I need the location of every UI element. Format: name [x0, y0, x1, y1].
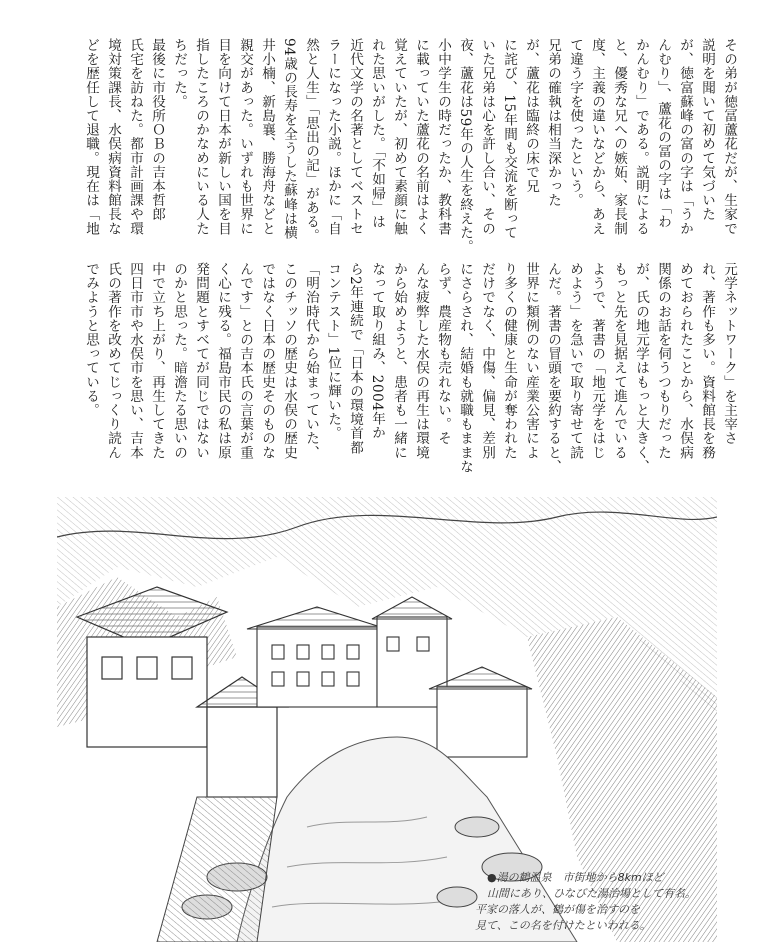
text-column: ではなく日本の歴史そのものな	[259, 262, 275, 460]
text-column: コンテスト」1位に輝いた。	[325, 262, 341, 441]
text-column: 近代文学の名著としてベストセ	[347, 38, 363, 236]
text-column: だけでなく、中傷、偏見、差別	[479, 262, 495, 460]
text-column: 氏宅を訪ねた。都市計画課や環	[127, 38, 143, 236]
text-column: 親交があった。いずれも世界に	[237, 38, 253, 236]
text-column: んな疲弊した水俣の再生は環境	[413, 262, 429, 460]
text-column: んです」との吉本氏の言葉が重	[237, 262, 253, 460]
text-column: が、氏の地元学はもっと大きく、	[633, 262, 649, 474]
text-column: かんむり」である。説明による	[633, 38, 649, 236]
text-column: が、蘆花は臨終の床で兄	[523, 38, 539, 194]
text-column: めよう」を急いで取り寄せて読	[567, 262, 583, 460]
text-column: 覚えていたが、初めて素顔に触	[391, 38, 407, 236]
text-column: もっと先を見据えて進んでいる	[611, 262, 627, 460]
illustration-onsen-sketch	[57, 497, 717, 942]
text-column: んだ。著書の冒頭を要約すると、	[545, 262, 561, 474]
text-column: 中で立ち上がり、再生してきた	[149, 262, 165, 460]
text-column: 発問題とすべてが同じではない	[193, 262, 209, 460]
text-column: いた兄弟は心を許し合い、その	[479, 38, 495, 236]
text-column: ようで、著書の「地元学をはじ	[589, 262, 605, 460]
upper-columns	[24, 38, 740, 256]
text-column: 四日市市や水俣市を思い、吉本	[127, 262, 143, 460]
caption-line-4: 見て、この名を付けたといわれる。	[475, 919, 651, 932]
text-column: り多くの健康と生命が奪われた	[501, 262, 517, 460]
text-column: 指したころのかなめにいる人た	[193, 38, 209, 236]
text-column: のかと思った。暗澹たる思いの	[171, 262, 187, 460]
text-column: このチッソの歴史は水俣の歴史	[281, 262, 297, 460]
text-column: 説明を聞いて初めて気づいた	[699, 38, 715, 222]
text-column: 目を向けて日本が新しい国を目	[215, 38, 231, 236]
text-column: から始めようと、患者も一緒に	[391, 262, 407, 460]
text-column: どを歴任して退職。現在は「地	[83, 38, 99, 236]
text-column: に載っていた蘆花の名前はよく	[413, 38, 429, 236]
text-column: れた思いがした。「不如帰」は	[369, 38, 385, 229]
text-column: 元学ネットワーク」を主宰さ	[721, 262, 737, 446]
text-column: が、徳富蘇峰の富の字は「うか	[677, 38, 693, 236]
text-column: ら2年連続で「日本の環境首都	[347, 262, 363, 455]
text-column: なって取り組み、2004年か	[369, 262, 385, 440]
text-column: 小中学生の時だったか、教科書	[435, 38, 451, 236]
text-column: 夜、蘆花は59年の人生を終えた。	[457, 38, 473, 254]
text-column: て違う字を使ったという。	[567, 38, 583, 208]
text-column: れ、著作も多い。資料館長を務	[699, 262, 715, 460]
caption-line-3: 平家の落人が、鶴が傷を治すのを	[475, 903, 640, 916]
article-text-lower	[24, 262, 740, 472]
text-column: 境対策課長、水俣病資料館長な	[105, 38, 121, 236]
text-column: 兄弟の確執は相当深かった	[545, 38, 561, 208]
text-column: 然と人生」「思出の記」がある。	[303, 38, 319, 243]
text-column: その弟が徳冨蘆花だが、生家で	[721, 38, 737, 236]
lower-columns	[24, 262, 740, 472]
text-column: 94歳の長寿を全うした蘇峰は横	[281, 38, 297, 240]
text-column: 関係のお話を伺うつもりだった	[655, 262, 671, 460]
text-column: く心に残る。福島市民の私は原	[215, 262, 231, 460]
article-text-upper	[24, 38, 740, 256]
text-column: んむり」、蘆花の冨の字は「わ	[655, 38, 671, 229]
text-column: と、優秀な兄への嫉妬、家長制	[611, 38, 627, 236]
text-column: 度、主義の違いなどから、あえ	[589, 38, 605, 236]
caption-line-2: 山間にあり、ひなびた湯治場として有名。	[487, 887, 696, 900]
text-column: にさらされ、結婚も就職もままな	[457, 262, 473, 474]
text-column: でみようと思っている。	[83, 262, 99, 418]
text-column: めておられたことから、水俣病	[677, 262, 693, 460]
caption-line-1: ●湯の鶴温泉 市街地から8kmほど	[487, 871, 664, 884]
text-column: 世界に類例のない産業公害によ	[523, 262, 539, 460]
text-column: ちだった。	[171, 38, 187, 109]
text-column: 氏の著作を改めてじっくり読ん	[105, 262, 121, 460]
text-column: に詫び、15年間も交流を断って	[501, 38, 517, 240]
text-column: ラーになった小説。ほかに「自	[325, 38, 341, 236]
text-column: らず、農産物も売れない。そ	[435, 262, 451, 446]
text-column: 「明治時代から始まっていた、	[303, 262, 319, 460]
text-column: 井小楠、新島襄、勝海舟などと	[259, 38, 275, 236]
text-column: 最後に市役所ＯＢの吉本哲郎	[149, 38, 165, 222]
